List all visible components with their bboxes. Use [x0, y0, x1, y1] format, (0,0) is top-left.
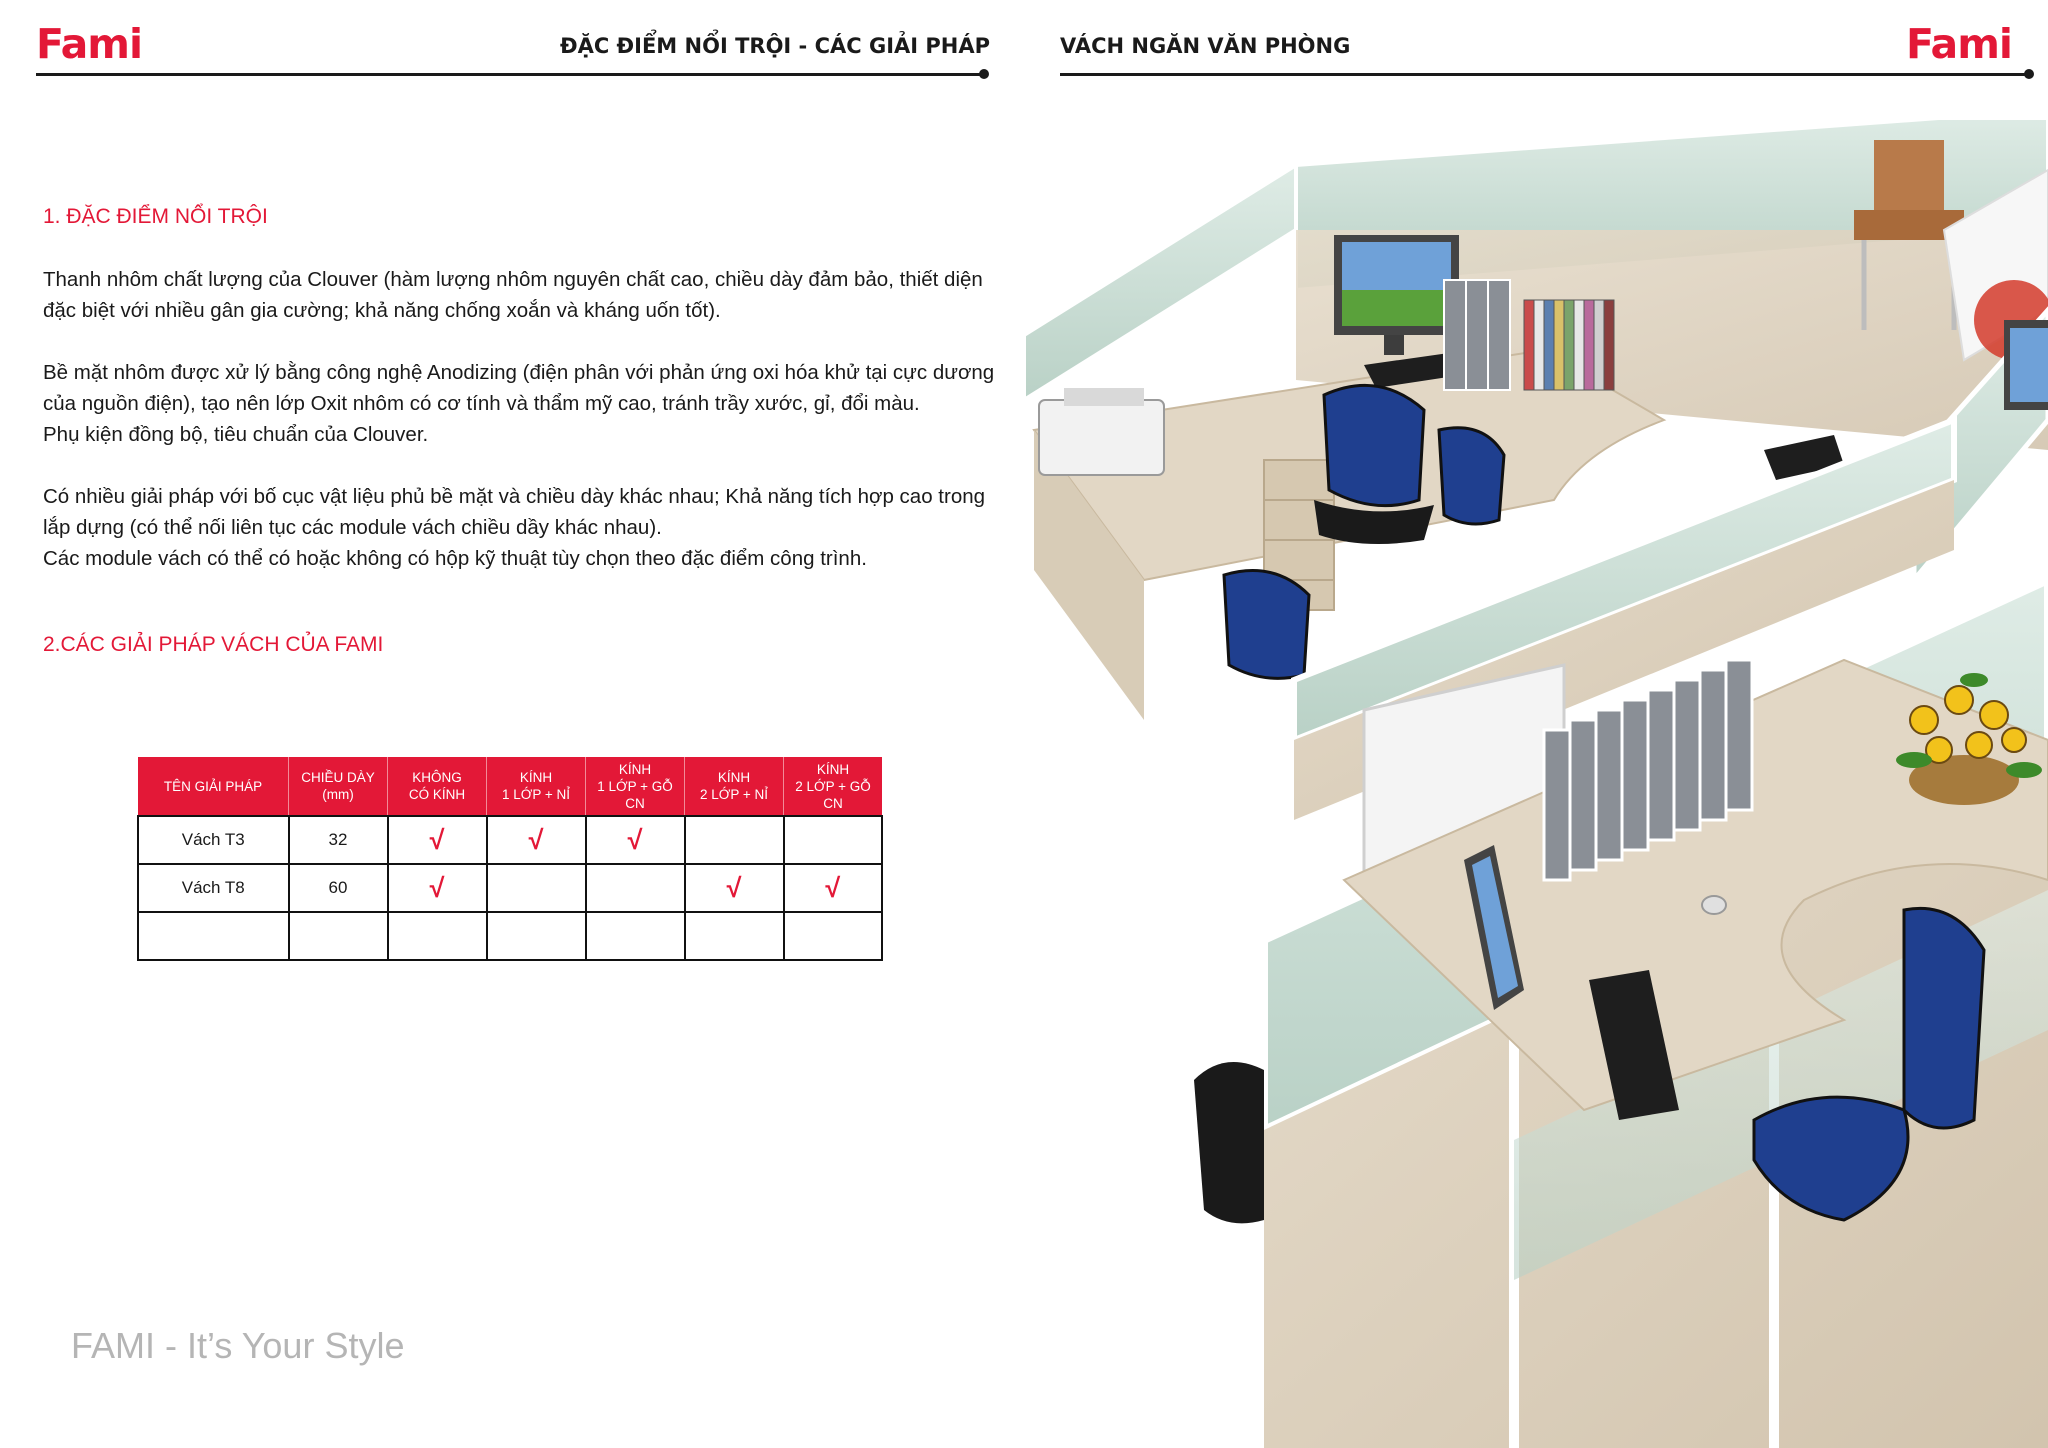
section-heading-features: 1. ĐẶC ĐIỂM NỔI TRỘI [43, 205, 268, 228]
option-cell [784, 864, 883, 912]
column-header [388, 757, 487, 816]
option-cell [487, 912, 586, 960]
option-cell [586, 816, 685, 864]
header-divider [36, 73, 986, 76]
option-cell [685, 816, 784, 864]
paragraph-line: Các module vách có thể có hoặc không có hộp kỹ thuật tùy chọn theo đặc điểm công trình. [43, 547, 867, 570]
paragraph-line: của nguồn điện), tạo nên lớp Oxit nhôm có cơ tính và thẩm mỹ cao, tránh trầy xước, gỉ, đổi màu. [43, 392, 920, 415]
column-header-line: 2 LỚP + NỈ [700, 787, 768, 802]
table-row [138, 864, 882, 912]
tagline: FAMI - It’s Your Style [71, 1325, 405, 1366]
table-row [138, 912, 882, 960]
column-header [586, 757, 685, 816]
page-title: VÁCH NGĂN VĂN PHÒNG [1060, 34, 1351, 58]
option-cell [388, 912, 487, 960]
check-mark-icon: √ [825, 872, 841, 903]
column-header-line: KÍNH [519, 770, 553, 785]
column-header-line: (mm) [322, 787, 354, 802]
right-page [1024, 0, 2048, 1448]
column-header [784, 757, 883, 816]
header-divider-dot [979, 69, 989, 79]
column-header-line: KÍNH [618, 761, 652, 777]
paragraph-line: Thanh nhôm chất lượng của Clouver (hàm lượng nhôm nguyên chất cao, chiều dày đảm bảo, thiết diện [43, 268, 983, 291]
thickness-cell [289, 912, 388, 960]
header-divider-dot [2024, 69, 2034, 79]
table-body [138, 816, 882, 960]
paragraph-line: đặc biệt với nhiều gân gia cường; khả năng chống xoắn và kháng uốn tốt). [43, 299, 721, 322]
page-title: ĐẶC ĐIỂM NỔI TRỘI - CÁC GIẢI PHÁP [559, 34, 990, 58]
solutions-table [137, 757, 883, 961]
column-header [685, 757, 784, 816]
check-mark-icon: √ [726, 872, 742, 903]
table-header-row [138, 757, 882, 816]
option-cell [487, 864, 586, 912]
option-cell [784, 912, 883, 960]
thickness-cell: 60 [289, 864, 388, 912]
column-header-line: KHÔNG [412, 770, 462, 785]
column-header [138, 757, 289, 816]
option-cell [487, 816, 586, 864]
column-header-line: TÊN GIẢI PHÁP [163, 778, 263, 794]
column-header-line: KÍNH [717, 770, 751, 785]
paragraph-anodizing [43, 357, 1003, 450]
paragraph-line: Bề mặt nhôm được xử lý bằng công nghệ Anodizing (điện phân với phản ứng oxi hóa khử tại cực dương [43, 361, 995, 384]
option-cell [586, 864, 685, 912]
check-mark-icon: √ [429, 872, 445, 903]
solution-name-cell: Vách T3 [138, 816, 289, 864]
column-header-line: CÓ KÍNH [408, 787, 466, 802]
paragraph-line: Phụ kiện đồng bộ, tiêu chuẩn của Clouver. [43, 423, 429, 446]
solution-name-cell [138, 912, 289, 960]
check-mark-icon: √ [528, 824, 544, 855]
option-cell [685, 912, 784, 960]
header-divider [1060, 73, 2028, 76]
fami-logo: Fami [36, 20, 143, 68]
option-cell [685, 864, 784, 912]
column-header-line: CHIỀU DÀY [301, 770, 375, 785]
column-header-line: 1 LỚP + NỈ [502, 787, 570, 802]
section-heading-solutions: 2.CÁC GIẢI PHÁP VÁCH CỦA FAMI [43, 633, 384, 656]
option-cell [586, 912, 685, 960]
column-header-line: KÍNH [816, 761, 850, 777]
column-header-line: 1 LỚP + GỖ CN [597, 778, 673, 811]
paragraph-aluminum-quality [43, 264, 1003, 326]
paragraph-line: lắp dựng (có thể nối liên tục các module vách chiều dầy khác nhau). [43, 516, 662, 539]
paragraph-solutions [43, 481, 1003, 574]
fami-logo: Fami [1905, 20, 2012, 68]
solution-name-cell: Vách T8 [138, 864, 289, 912]
option-cell [388, 816, 487, 864]
column-header [289, 757, 388, 816]
column-header-line: 2 LỚP + GỖ CN [795, 778, 871, 811]
check-mark-icon: √ [429, 824, 445, 855]
check-mark-icon: √ [627, 824, 643, 855]
table-row [138, 816, 882, 864]
option-cell [784, 816, 883, 864]
office-workstation-photo [1024, 120, 2048, 1448]
thickness-cell: 32 [289, 816, 388, 864]
paragraph-line: Có nhiều giải pháp với bố cục vật liệu phủ bề mặt và chiều dày khác nhau; Khả năng tích hợp cao trong [43, 485, 986, 508]
column-header [487, 757, 586, 816]
option-cell [388, 864, 487, 912]
